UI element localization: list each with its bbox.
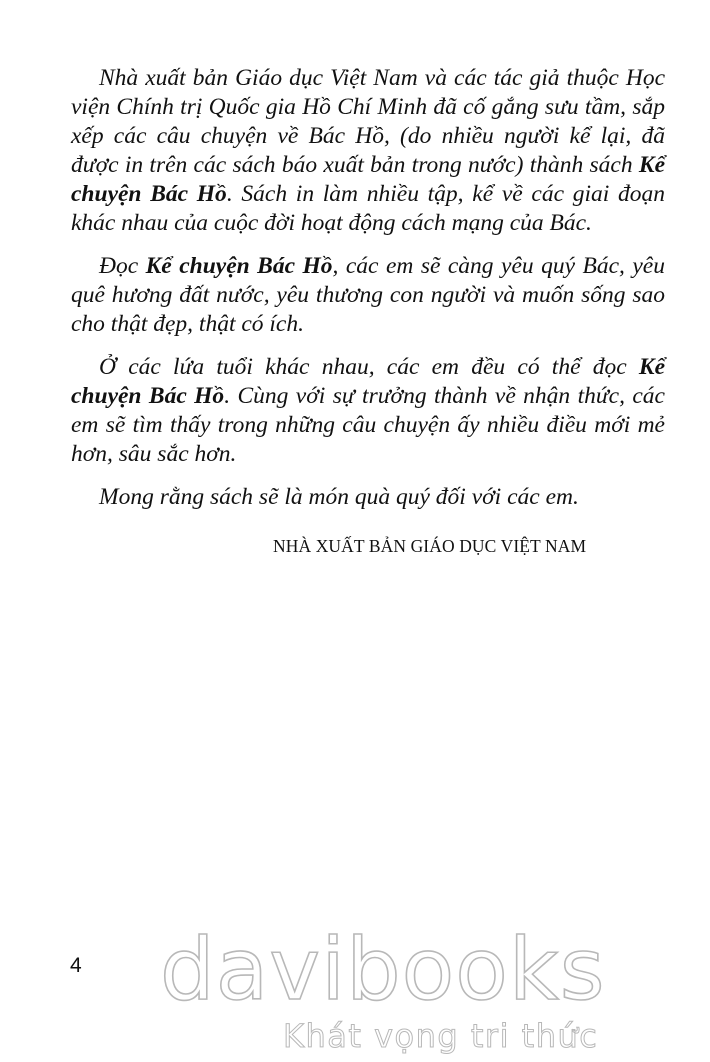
paragraph-1-intro: Nhà xuất bản Giáo dục Việt Nam và các tác giả thuộc Học viện Chính trị Quốc gia Hồ Chí Minh đã cố gắng sưu tầm, sắp xếp các câu chuyện về Bác Hồ, (do nhiều người kể lại, đã được in trên các sách báo xuất bản trong nước) thành sách <box>71 65 665 178</box>
paragraph-3-rest: . Cùng với sự trưởng thành về nhận thức, các em sẽ tìm thấy trong những câu chuyện ấy nhiều điều mới mẻ hơn, sâu sắc hơn. <box>71 383 665 467</box>
paragraph-4: Mong rằng sách sẽ là món quà quý đối với các em. <box>99 484 579 510</box>
paragraph-3-intro: Ở các lứa tuổi khác nhau, các em đều có thể đọc <box>99 354 639 380</box>
watermark-tagline: Khát vọng tri thức <box>283 1017 599 1055</box>
publisher-signature: NHÀ XUẤT BẢN GIÁO DỤC VIỆT NAM <box>273 536 587 556</box>
paragraph-2 <box>71 252 665 339</box>
book-title: Kể chuyện Bác Hồ <box>71 354 665 409</box>
preface-body <box>71 64 665 526</box>
paragraph-1-rest: . Sách in làm nhiều tập, kể về các giai đoạn khác nhau của cuộc đời hoạt động cách mạng của Bác. <box>71 181 665 236</box>
page-number: 4 <box>70 954 82 977</box>
paragraph-3 <box>71 353 665 469</box>
paragraph-2-intro: Đọc <box>99 253 146 279</box>
book-title: Kể chuyện Bác Hồ <box>71 152 665 207</box>
paragraph-1 <box>71 64 665 238</box>
watermark-logo: davibooks <box>160 920 606 1020</box>
paragraph-2-rest: , các em sẽ càng yêu quý Bác, yêu quê hương đất nước, yêu thương con người và muốn sống sao cho thật đẹp, thật có ích. <box>71 253 665 337</box>
book-title: Kể chuyện Bác Hồ <box>145 253 333 279</box>
